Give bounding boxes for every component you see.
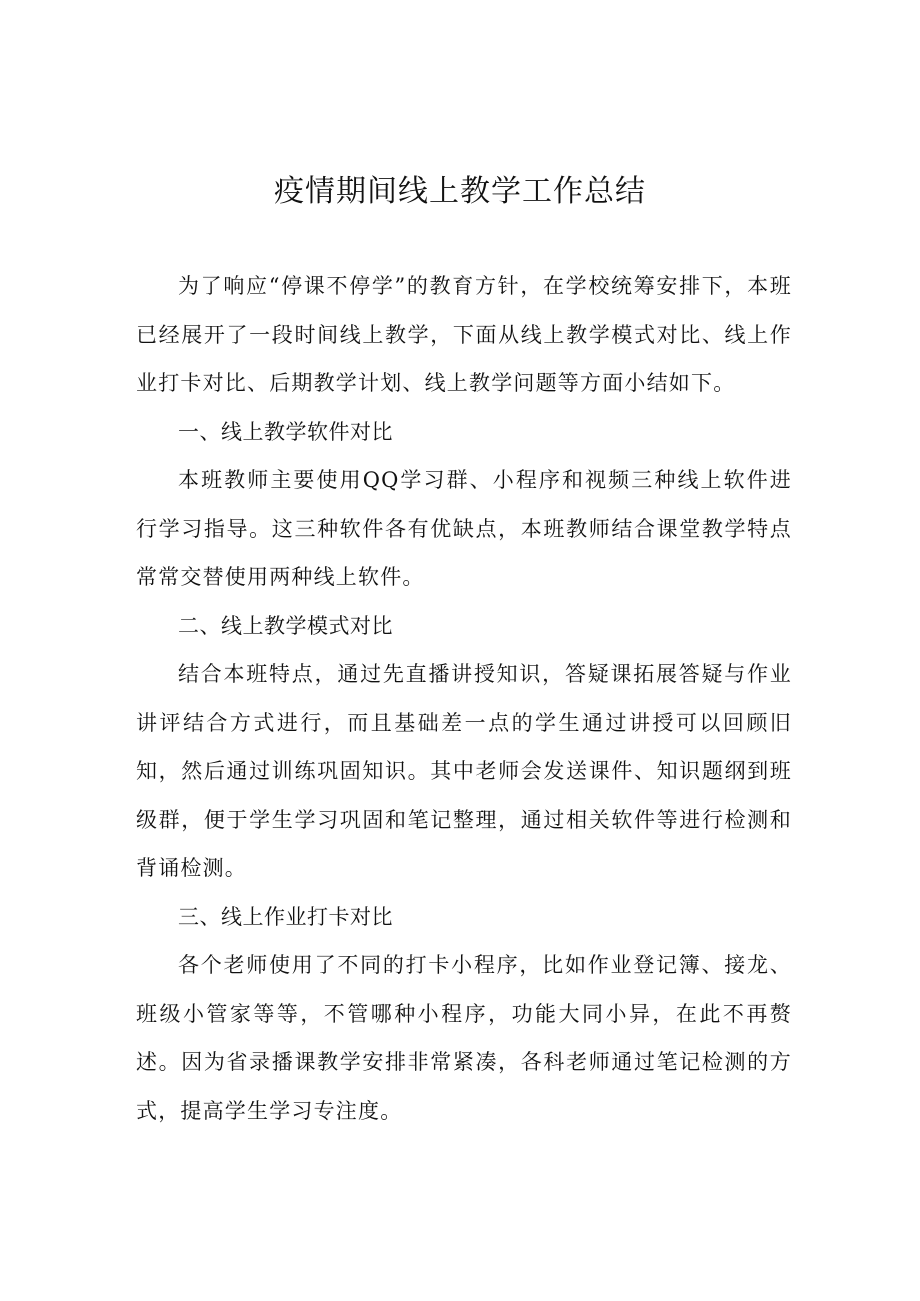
section-body-mode: 结合本班特点，通过先直播讲授知识，答疑课拓展答疑与作业讲评结合方式进行，而且基础差一点的学生通过讲授可以回顾旧知，然后通过训练巩固知识。其中老师会发送课件、知识题纲到班级群，便于学生学习巩固和笔记整理，通过相关软件等进行检测和背诵检测。 <box>136 662 792 880</box>
section-body-software: 本班教师主要使用QQ学习群、小程序和视频三种线上软件进行学习指导。这三种软件各有优缺点，本班教师结合课堂教学特点常常交替使用两种线上软件。 <box>136 468 792 589</box>
intro-paragraph: 为了响应“停课不停学”的教育方针，在学校统筹安排下，本班已经展开了一段时间线上教学，下面从线上教学模式对比、线上作业打卡对比、后期教学计划、线上教学问题等方面小结如下。 <box>136 274 792 395</box>
document-title: 疫情期间线上教学工作总结 <box>274 174 646 209</box>
section-heading-checkin: 三、线上作业打卡对比 <box>178 904 393 929</box>
section-body-checkin: 各个老师使用了不同的打卡小程序，比如作业登记簿、接龙、班级小管家等等，不管哪种小程序，功能大同小异，在此不再赘述。因为省录播课教学安排非常紧凑，各科老师通过笔记检测的方式，提高学生学习专注度。 <box>136 953 792 1123</box>
section-heading-software: 一、线上教学软件对比 <box>178 419 393 444</box>
section-heading-mode: 二、线上教学模式对比 <box>178 613 393 638</box>
document-body <box>136 262 792 1135</box>
